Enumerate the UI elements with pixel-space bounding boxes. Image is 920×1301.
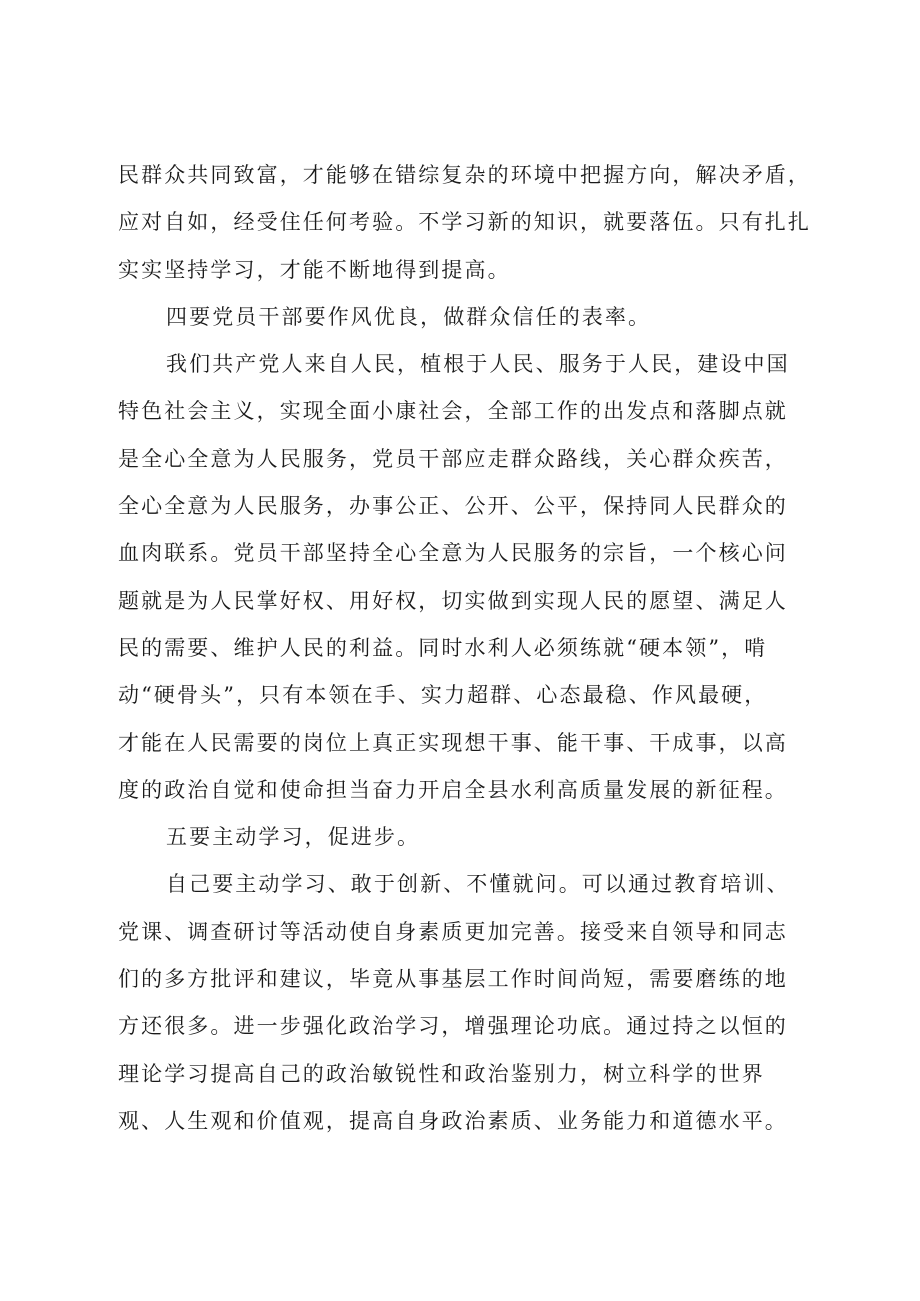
text-line: 方还很多。进一步强化政治学习，增强理论功底。通过持之以恒的 xyxy=(118,1014,788,1039)
text-line: 理论学习提高自己的政治敏锐性和政治鉴别力，树立科学的世界 xyxy=(118,1061,765,1086)
text-line: 度的政治自觉和使命担当奋力开启全县水利高质量发展的新征程。 xyxy=(118,777,788,802)
text-line: 题就是为人民掌好权、用好权，切实做到实现人民的愿望、满足人 xyxy=(118,588,788,613)
text-line: 才能在人民需要的岗位上真正实现想干事、能干事、干成事，以高 xyxy=(118,730,788,755)
body-text xyxy=(118,152,811,1145)
text-line: 自己要主动学习、敢于创新、不懂就问。可以通过教育培训、 xyxy=(166,872,790,897)
text-line: 动“硬骨头”，只有本领在手、实力超群、心态最稳、作风最硬， xyxy=(118,683,768,708)
text-line: 是全心全意为人民服务，党员干部应走群众路线，关心群众疾苦， xyxy=(118,446,788,471)
text-line: 党课、调查研讨等活动使自身素质更加完善。接受来自领导和同志 xyxy=(118,919,788,944)
text-line: 们的多方批评和建议，毕竟从事基层工作时间尚短，需要磨练的地 xyxy=(118,967,788,992)
text-line: 我们共产党人来自人民，植根于人民、服务于人民，建设中国 xyxy=(166,352,790,377)
text-line: 民群众共同致富，才能够在错综复杂的环境中把握方向，解决矛盾， xyxy=(118,163,811,187)
text-line: 应对自如，经受住任何考验。不学习新的知识，就要落伍。只有扎扎 xyxy=(118,210,811,235)
text-line: 全心全意为人民服务，办事公正、公开、公平，保持同人民群众的 xyxy=(118,494,788,519)
text-line: 血肉联系。党员干部坚持全心全意为人民服务的宗旨，一个核心问 xyxy=(118,541,788,566)
text-line: 实实坚持学习，才能不断地得到提高。 xyxy=(118,257,511,282)
text-line: 民的需要、维护人民的利益。同时水利人必须练就“硬本领”，啃 xyxy=(118,635,768,660)
text-line: 四要党员干部要作风优良，做群众信任的表率。 xyxy=(166,304,652,329)
text-line: 特色社会主义，实现全面小康社会，全部工作的出发点和落脚点就 xyxy=(118,399,788,424)
text-line: 观、人生观和价值观，提高自身政治素质、业务能力和道德水平。 xyxy=(118,1108,788,1133)
text-line: 五要主动学习，促进步。 xyxy=(166,825,421,850)
